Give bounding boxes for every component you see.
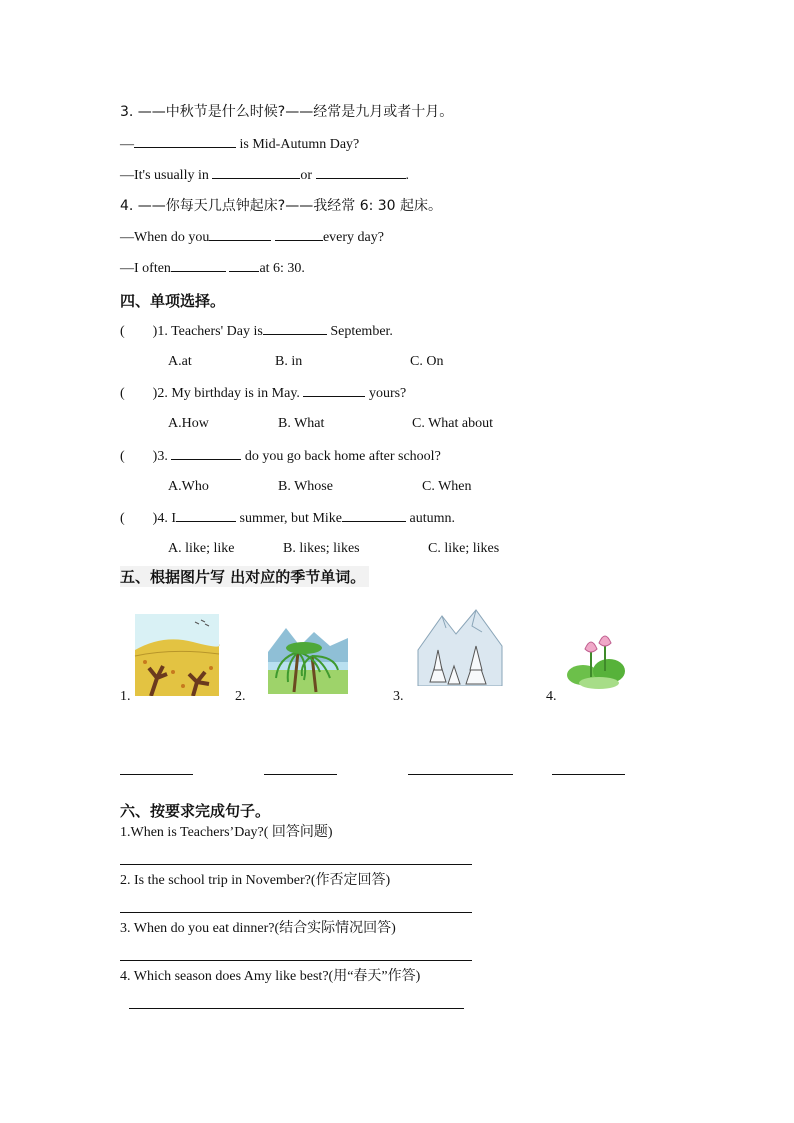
- winter-picture: [416, 606, 504, 686]
- answer-blank[interactable]: [229, 259, 259, 272]
- answer-line-4[interactable]: [552, 774, 625, 775]
- question-text-after: September.: [330, 324, 393, 339]
- mc-question-2: [120, 384, 406, 403]
- q4-line1: [120, 228, 384, 247]
- section6-heading: 六、按要求完成句子。: [120, 802, 271, 820]
- question-text: 2. My birthday is in May.: [157, 386, 300, 401]
- paren-open: (: [120, 386, 125, 401]
- question-text-after: do you go back home after school?: [244, 449, 441, 464]
- q3-line2-end: .: [405, 168, 410, 183]
- answer-blank[interactable]: [176, 509, 236, 522]
- mc-option-a[interactable]: A.How: [168, 416, 209, 431]
- picture-label-1: 1.: [120, 689, 131, 704]
- paren-close: ): [152, 386, 158, 401]
- answer-blank[interactable]: [275, 228, 323, 241]
- dash: —: [120, 137, 134, 152]
- paren-open: (: [120, 324, 125, 339]
- mc-option-c[interactable]: C. When: [422, 479, 472, 494]
- mc-option-b[interactable]: B. What: [278, 416, 325, 431]
- q3-chinese-prompt: 3. ——中秋节是什么时候?——经常是九月或者十月。: [120, 104, 454, 120]
- mc-option-b[interactable]: B. likes; likes: [283, 541, 360, 556]
- answer-paren-space[interactable]: [125, 448, 153, 460]
- mc-option-a[interactable]: A.at: [168, 354, 192, 369]
- answer-paren-space[interactable]: [125, 385, 153, 397]
- section5-heading: 五、根据图片写 出对应的季节单词。: [120, 566, 369, 587]
- summer-picture: [565, 627, 627, 689]
- answer-line[interactable]: [129, 1008, 464, 1009]
- answer-blank[interactable]: [263, 322, 327, 335]
- q4-line1-end: every day?: [322, 230, 384, 245]
- q3-line1: [120, 135, 359, 154]
- answer-blank[interactable]: [212, 166, 300, 179]
- autumn-picture: [133, 612, 221, 696]
- q3-line2: [120, 166, 409, 185]
- q3-line2-prefix: —It's usually in: [120, 168, 209, 183]
- task-item-4: 4. Which season does Amy like best?(用“春天”作答): [120, 969, 421, 984]
- mc-option-c[interactable]: C. like; likes: [428, 541, 500, 556]
- question-text-mid: summer, but Mike: [239, 511, 342, 526]
- q4-line2-end: at 6: 30.: [259, 261, 305, 276]
- mc-option-c[interactable]: C. On: [410, 354, 444, 369]
- question-text-after: yours?: [368, 386, 407, 401]
- q4-line2: [120, 259, 305, 278]
- mc-option-a[interactable]: A.Who: [168, 479, 209, 494]
- mc-question-1: [120, 322, 393, 341]
- mc-option-b[interactable]: B. in: [275, 354, 303, 369]
- answer-line-1[interactable]: [120, 774, 193, 775]
- mc-option-b[interactable]: B. Whose: [278, 479, 333, 494]
- paren-close: ): [152, 511, 158, 526]
- answer-paren-space[interactable]: [125, 510, 153, 522]
- picture-label-2: 2.: [235, 689, 246, 704]
- question-text-after: autumn.: [409, 511, 455, 526]
- mc-question-3: [120, 447, 441, 466]
- mc-option-a[interactable]: A. like; like: [168, 541, 235, 556]
- paren-open: (: [120, 449, 125, 464]
- q4-line1-prefix: —When do you: [120, 230, 210, 245]
- paren-close: ): [152, 324, 158, 339]
- answer-line[interactable]: [120, 960, 472, 961]
- answer-blank[interactable]: [303, 384, 365, 397]
- q4-line2-prefix: —I often: [120, 261, 171, 276]
- answer-blank[interactable]: [342, 509, 406, 522]
- task-item-3: 3. When do you eat dinner?(结合实际情况回答): [120, 921, 396, 936]
- task-item-2: 2. Is the school trip in November?(作否定回答): [120, 873, 391, 888]
- spring-picture: [264, 612, 352, 694]
- answer-line[interactable]: [120, 912, 472, 913]
- question-text: 3.: [157, 449, 168, 464]
- picture-label-3: 3.: [393, 689, 404, 704]
- mc-question-4: [120, 509, 455, 528]
- section4-heading: 四、单项选择。: [120, 292, 226, 310]
- answer-blank[interactable]: [171, 447, 241, 460]
- q3-line1-text: is Mid-Autumn Day?: [239, 137, 360, 152]
- q3-line2-mid: or: [300, 168, 313, 183]
- answer-blank[interactable]: [134, 135, 236, 148]
- paren-open: (: [120, 511, 125, 526]
- answer-blank[interactable]: [316, 166, 406, 179]
- task-item-1: 1.When is Teachers’Day?( 回答问题): [120, 825, 333, 840]
- answer-paren-space[interactable]: [125, 323, 153, 335]
- question-text: 4. I: [157, 511, 177, 526]
- answer-line-3[interactable]: [408, 774, 513, 775]
- answer-line[interactable]: [120, 864, 472, 865]
- answer-line-2[interactable]: [264, 774, 337, 775]
- picture-label-4: 4.: [546, 689, 557, 704]
- answer-blank[interactable]: [171, 259, 226, 272]
- paren-close: ): [152, 449, 158, 464]
- q4-chinese-prompt: 4. ——你每天几点钟起床?——我经常 6: 30 起床。: [120, 198, 443, 214]
- mc-option-c[interactable]: C. What about: [412, 416, 494, 431]
- question-text: 1. Teachers' Day is: [157, 324, 263, 339]
- answer-blank[interactable]: [209, 228, 271, 241]
